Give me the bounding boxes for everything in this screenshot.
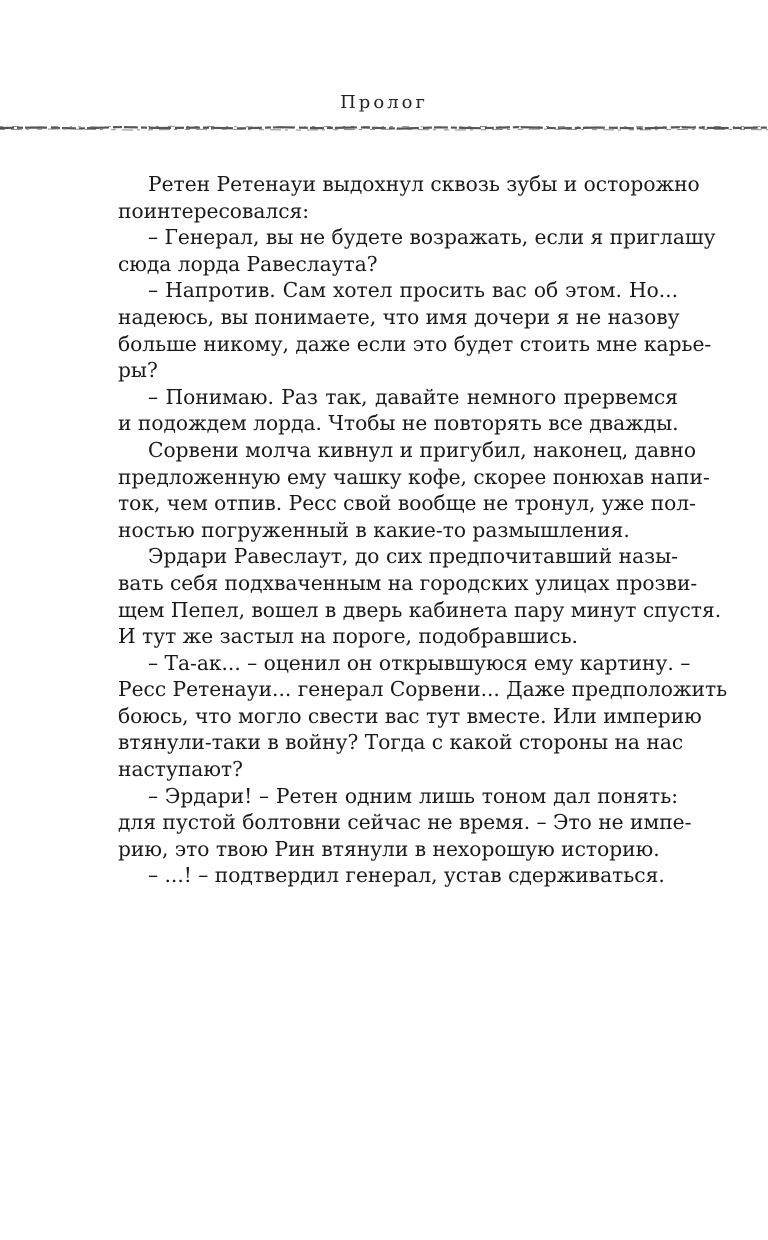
text-line: боюсь, что могло свести вас тут вместе. Или империю (118, 703, 702, 728)
text-line: – Напротив. Сам хотел просить вас об этом. Но... (148, 278, 678, 303)
text-line: щем Пепел, вошел в дверь кабинета пару минут спустя. (118, 597, 722, 622)
paragraph (118, 384, 678, 437)
text-line: вать себя подхваченным на городских улицах прозви- (118, 570, 698, 595)
text-line: больше никому, даже если это будет стоить мне карье- (118, 331, 712, 356)
text-line: сюда лорда Равеслаута? (118, 251, 378, 276)
paragraph (118, 543, 722, 649)
text-line: поинтересовался: (118, 198, 310, 223)
paragraph (118, 862, 678, 889)
text-line: – Генерал, вы не будете возражать, если я приглашу (148, 225, 716, 250)
paragraph (118, 650, 728, 783)
text-line: и подождем лорда. Чтобы не повторять все дважды. (118, 411, 679, 436)
text-line: рию, это твою Рин втянули в нехорошую историю. (118, 836, 660, 861)
text-line: Эрдари Равеслаут, до сих предпочитавший назы- (148, 544, 678, 569)
text-line: Сорвени молча кивнул и пригубил, наконец, давно (148, 437, 696, 462)
text-line: – Эрдари! – Ретен одним лишь тоном дал понять: (148, 783, 678, 808)
text-line: ностью погруженный в какие-то размышления. (118, 517, 630, 542)
paragraph (118, 783, 692, 863)
paragraph (118, 277, 712, 383)
text-line: И тут же застыл на пороге, подобравшись. (118, 624, 578, 649)
body-text (118, 171, 728, 889)
text-line: ры? (118, 358, 158, 383)
text-line: надеюсь, вы понимаете, что имя дочери я не назову (118, 304, 680, 329)
text-line: предложенную ему чашку кофе, скорее понюхав напи- (118, 464, 710, 489)
text-line: ток, чем отпив. Ресс свой вообще не тронул, уже пол- (118, 491, 696, 516)
paragraph (118, 224, 716, 277)
text-line: наступают? (118, 757, 243, 782)
text-line: для пустой болтовни сейчас не время. – Это не импе- (118, 810, 692, 835)
text-line: Ресс Ретенауи... генерал Сорвени... Даже предположить (118, 677, 728, 702)
text-line: Ретен Ретенауи выдохнул сквозь зубы и осторожно (148, 172, 700, 196)
text-line: – ...! – подтвердил генерал, устав сдерживаться. (148, 863, 665, 888)
text-line: втянули-таки в войну? Тогда с какой стороны на нас (118, 730, 684, 755)
text-line: – Та-ак... – оценил он открывшуюся ему картину. – (148, 650, 691, 675)
chapter-title: Пролог (340, 92, 428, 113)
text-line: – Понимаю. Раз так, давайте немного прервемся (148, 384, 678, 409)
paragraph (118, 171, 700, 224)
decorative-rule (0, 118, 768, 136)
paragraph (118, 437, 710, 543)
